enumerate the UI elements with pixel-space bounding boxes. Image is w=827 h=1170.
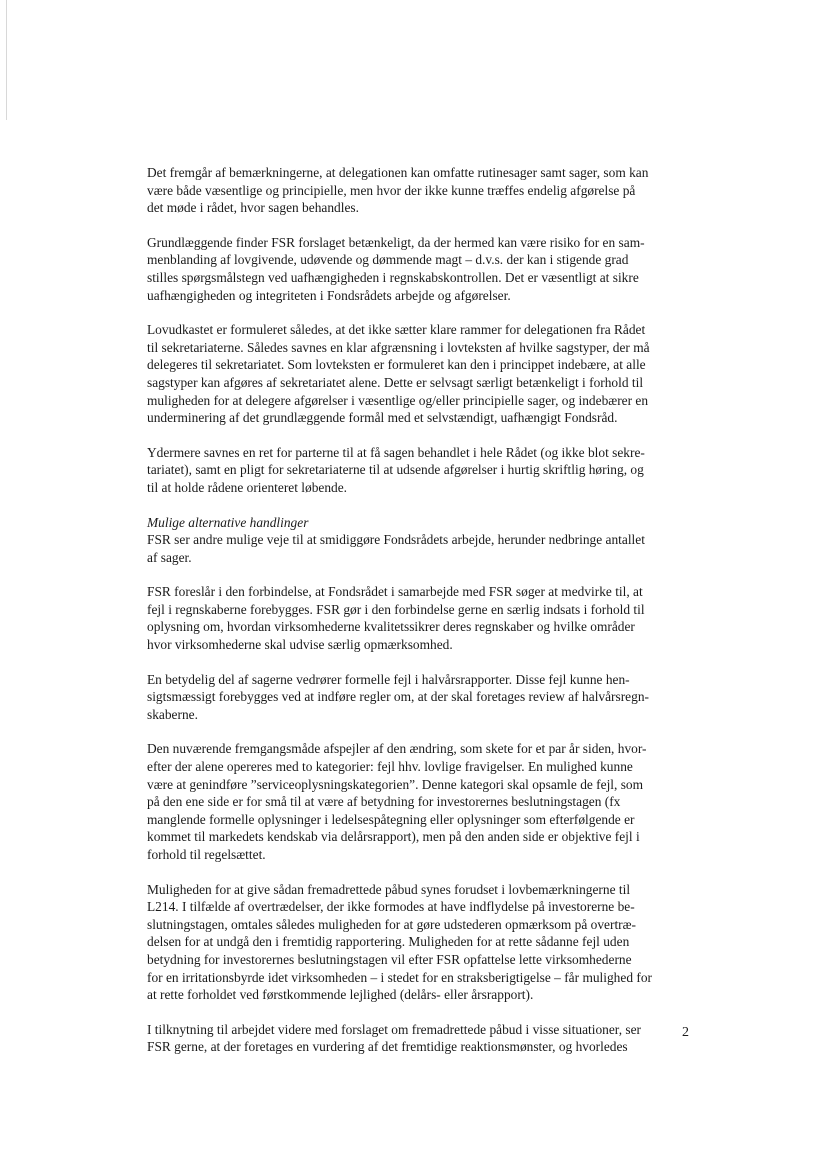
text-line: sagstyper kan afgøres af sekretariatet alene. Dette er selvsagt særligt betænkeligt i forhold til — [147, 374, 644, 390]
text-line: fejl i regnskaberne forebygges. FSR gør i den forbindelse gerne en særlig indsats i forhold til — [147, 601, 645, 617]
text-line: Ydermere savnes en ret for parterne til at få sagen behandlet i hele Rådet (og ikke blot sekre- — [147, 444, 645, 460]
text-line: Det fremgår af bemærkningerne, at delegationen kan omfatte rutinesager samt sager, som kan — [147, 165, 649, 180]
section-heading: Mulige alternative handlinger — [147, 514, 309, 530]
text-line: FSR foreslår i den forbindelse, at Fondsrådet i samarbejde med FSR søger at medvirke til, at — [147, 584, 643, 600]
text-line: uafhængigheden og integriteten i Fondsrådets arbejde og afgørelser. — [147, 287, 511, 303]
text-line: I tilknytning til arbejdet videre med forslaget om fremadrettede påbud i visse situationer, ser — [147, 1021, 642, 1037]
text-line: En betydelig del af sagerne vedrører formelle fejl i halvårsrapporter. Disse fejl kunne hen- — [147, 671, 630, 687]
page-number: 2 — [682, 1025, 689, 1040]
text-line: kommet til markedets kendskab via delårsrapport), men på den anden side er objektive fejl i — [147, 829, 640, 845]
paragraph — [147, 321, 695, 427]
paragraph — [147, 444, 695, 497]
paragraph — [147, 881, 695, 1004]
text-line: delsen for at undgå den i fremtidig rapportering. Muligheden for at rette sådanne fejl uden — [147, 934, 630, 950]
text-line: Den nuværende fremgangsmåde afspejler af den ændring, som skete for et par år siden, hvor- — [147, 741, 647, 757]
text-line: menblanding af lovgivende, udøvende og dømmende magt – d.v.s. der kan i stigende grad — [147, 252, 629, 268]
paragraph — [147, 164, 695, 217]
text-line: til at holde rådene orienteret løbende. — [147, 479, 348, 495]
text-line: manglende formelle oplysninger i ledelsespåtegning eller oplysninger som efterfølgende er — [147, 811, 635, 827]
text-line: være både væsentlige og principielle, men hvor der ikke kunne træffes endelig afgørelse på — [147, 182, 636, 198]
paragraph — [147, 1021, 695, 1056]
text-line: oplysning om, hvordan virksomhederne kvalitetssikrer deres regnskaber og hvilke områder — [147, 619, 635, 635]
text-line: slutningstagen, omtales således muligheden for at gøre udstederen opmærksom på overtræ- — [147, 916, 637, 932]
paragraph — [147, 514, 695, 567]
text-line: stilles spørgsmålstegn ved uafhængigheden i regnskabskontrollen. Det er væsentligt at sikre — [147, 269, 639, 285]
text-line: Grundlæggende finder FSR forslaget betænkeligt, da der hermed kan være risiko for en sam- — [147, 234, 645, 250]
text-line: tariatet), samt en pligt for sekretariaterne til at udsende afgørelser i hurtig skriftlig høring, og — [147, 462, 644, 478]
text-line: hvor virksomhederne skal udvise særlig opmærksomhed. — [147, 637, 453, 653]
text-line: for en irritationsbyrde idet virksomheden – i stedet for en straksberigtigelse – får mulighed for — [147, 969, 652, 985]
text-line: det møde i rådet, hvor sagen behandles. — [147, 200, 359, 216]
text-line: af sager. — [147, 549, 192, 565]
text-line: forhold til regelsættet. — [147, 847, 266, 862]
text-line: sigtsmæssigt forebygges ved at indføre regler om, at der skal foretages review af halvårsregn- — [147, 689, 649, 705]
paragraph — [147, 583, 695, 653]
text-line: FSR ser andre mulige veje til at smidiggøre Fondsrådets arbejde, herunder nedbringe antallet — [147, 532, 645, 548]
text-line: på den ene side er for små til at være af betydning for investorernes beslutningstagen (fx — [147, 794, 621, 810]
paragraph — [147, 671, 695, 724]
text-line: FSR gerne, at der foretages en vurdering af det fremtidige reaktionsmønster, og hvorledes — [147, 1039, 628, 1055]
paragraph — [147, 740, 695, 863]
text-line: muligheden for at delegere afgørelser i væsentlige og/eller principielle sager, og indebærer en — [147, 392, 649, 408]
text-line: efter der alene opereres med to kategorier: fejl hhv. lovlige fravigelser. En mulighed kunne — [147, 759, 633, 775]
text-line: skaberne. — [147, 706, 198, 722]
document-body — [147, 164, 695, 1073]
text-line: betydning for investorernes beslutningstagen vil efter FSR opfattelse lette virksomhederne — [147, 951, 632, 967]
text-line: underminering af det grundlæggende formål med et selvstændigt, uafhængigt Fondsråd. — [147, 410, 618, 426]
paragraph — [147, 234, 695, 304]
text-line: til sekretariaterne. Således savnes en klar afgrænsning i lovteksten af hvilke sagstyper, der må — [147, 339, 650, 355]
text-line: at rette forholdet ved førstkommende lejlighed (delårs- eller årsrapport). — [147, 987, 534, 1003]
text-line: delegeres til sekretariatet. Som lovteksten er formuleret kan den i princippet indebære, at alle — [147, 357, 646, 373]
text-line: Muligheden for at give sådan fremadrettede påbud synes forudset i lovbemærkningerne til — [147, 881, 631, 897]
scan-edge-line — [6, 0, 7, 120]
text-line: være at genindføre ”serviceoplysningskategorien”. Denne kategori skal opsamle de fejl, som — [147, 776, 644, 792]
text-line: L214. I tilfælde af overtrædelser, der ikke formodes at have indflydelse på investorerne be- — [147, 899, 635, 915]
text-line: Lovudkastet er formuleret således, at det ikke sætter klare rammer for delegationen fra Rådet — [147, 322, 646, 338]
